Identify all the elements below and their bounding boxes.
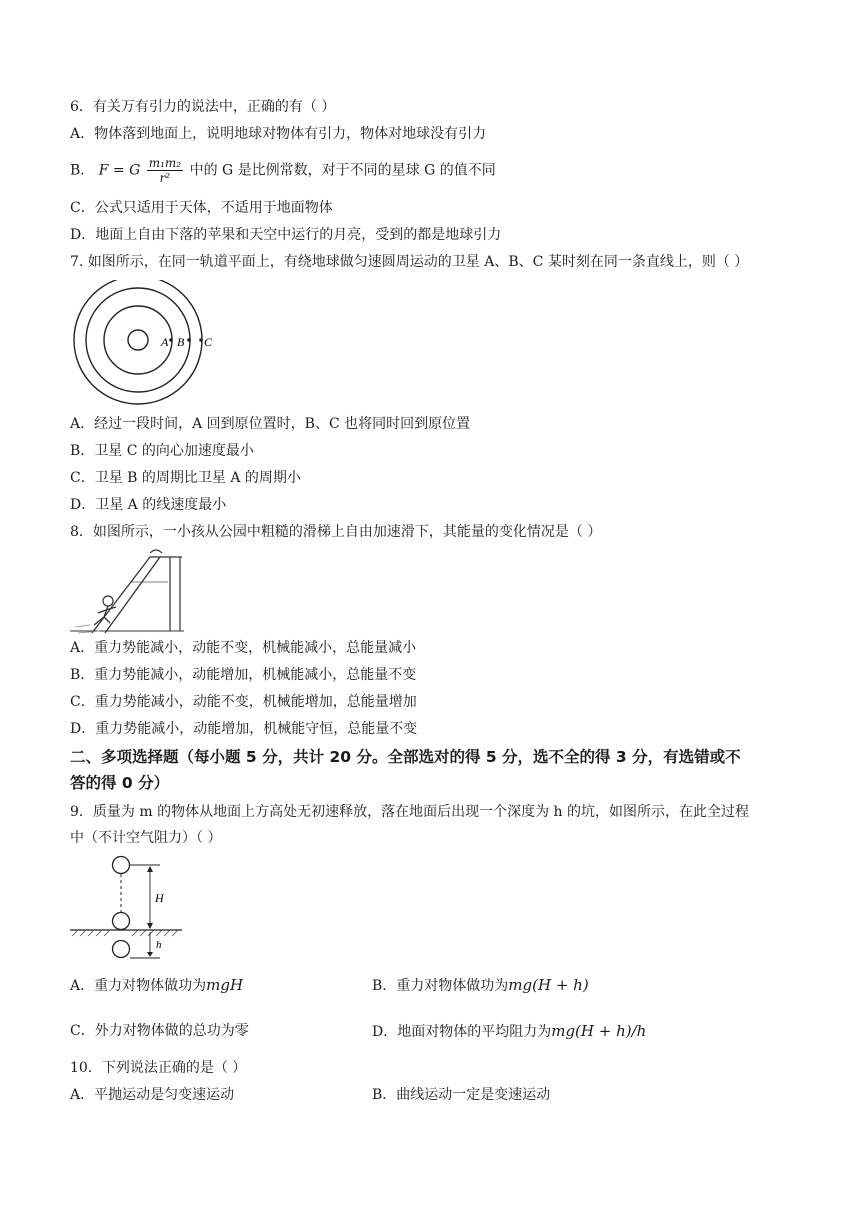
ball-ground	[113, 913, 130, 930]
orbit-middle	[86, 288, 190, 392]
q9-option-d	[372, 1021, 646, 1042]
q10-option-b: B．曲线运动一定是变速运动	[372, 1087, 551, 1103]
slide-chute	[92, 557, 160, 633]
q6-option-b	[70, 156, 496, 185]
q6-option-b-prefix: B．	[70, 162, 95, 179]
q6-option-c: C．公式只适用于天体，不适用于地面物体	[70, 200, 333, 216]
ground-hatching	[72, 930, 178, 936]
q6-formula-fraction	[147, 156, 183, 185]
q7-option-c: C．卫星 B 的周期比卫星 A 的周期小	[70, 470, 301, 486]
arrow-H-up	[147, 866, 153, 872]
label-c: C	[204, 335, 213, 349]
q9-option-b-math: mg(H + h)	[508, 976, 589, 994]
q10-option-a: A．平抛运动是匀变速运动	[70, 1087, 235, 1103]
q8-option-c: C．重力势能减小，动能不变，机械能增加，总能量增加	[70, 694, 417, 710]
q7-option-a: A．经过一段时间，A 回到原位置时，B、C 也将同时回到原位置	[70, 416, 471, 432]
q8-stem: 8．如图所示，一小孩从公园中粗糙的滑梯上自由加速滑下，其能量的变化情况是（ ）	[70, 524, 602, 540]
q7-option-d: D．卫星 A 的线速度最小	[70, 497, 227, 513]
slide-figure	[70, 547, 185, 637]
ball-pit	[113, 941, 130, 958]
arrow-H-down	[147, 923, 153, 929]
q6-formula-numerator: m₁m₂	[148, 156, 182, 170]
label-h: h	[156, 939, 162, 951]
q6-option-b-suffix: 中的 G 是比例常数，对于不同的星球 G 的值不同	[189, 162, 496, 179]
q9-option-b	[372, 975, 589, 996]
q9-option-a	[70, 975, 243, 996]
q9-option-d-text: D．地面对物体的平均阻力为	[372, 1024, 552, 1040]
q8-option-b: B．重力势能减小，动能增加，机械能减小，总能量不变	[70, 667, 417, 683]
section-2-heading-line2: 答的得 0 分）	[70, 774, 170, 792]
satellite-a-dot	[169, 338, 173, 342]
q9-option-d-math: mg(H + h)/h	[551, 1022, 647, 1040]
drop-figure	[70, 852, 190, 962]
ball-start	[113, 857, 130, 874]
section-2-heading-line1: 二、多项选择题（每小题 5 分，共计 20 分。全部选对的得 5 分，选不全的得 3 分，有选错或不	[70, 748, 741, 766]
q6-formula-denominator: r²	[159, 171, 171, 185]
orbit-figure	[70, 280, 220, 410]
q6-option-a: A．物体落到地面上，说明地球对物体有引力，物体对地球没有引力	[70, 126, 487, 142]
q9-option-a-text: A．重力对物体做功为	[70, 978, 207, 994]
label-b: B	[177, 335, 185, 349]
q9-option-c: C．外力对物体做的总功为零	[70, 1023, 249, 1039]
q7-stem: 7. 如图所示，在同一轨道平面上，有绕地球做匀速圆周运动的卫星 A、B、C 某时刻在同一条直线上，则（ ）	[70, 254, 749, 270]
label-a: A	[161, 335, 169, 349]
q6-option-d: D．地面上自由下落的苹果和天空中运行的月亮，受到的都是地球引力	[70, 227, 502, 243]
q9-option-a-math: mgH	[206, 976, 244, 994]
child-head	[103, 596, 113, 606]
q9-stem-line2: 中（不计空气阻力）（ ）	[70, 830, 222, 846]
satellite-b-dot	[187, 338, 191, 342]
ground-hatch	[75, 625, 100, 633]
q9-option-b-text: B．重力对物体做功为	[372, 978, 509, 994]
arrow-h-down	[147, 952, 153, 957]
label-H: H	[155, 891, 164, 905]
q6-stem: 6．有关万有引力的说法中，正确的有（ ）	[70, 99, 336, 115]
satellite-c-dot	[199, 338, 203, 342]
q7-option-b: B．卫星 C 的向心加速度最小	[70, 443, 254, 459]
q9-stem-line1: 9．质量为 m 的物体从地面上方高处无初速释放，落在地面后出现一个深度为 h 的坑，如图所示，在此全过程	[70, 804, 749, 820]
slide-top	[150, 550, 162, 553]
q8-option-a: A．重力势能减小，动能不变，机械能减小，总能量减小	[70, 640, 417, 656]
q10-stem: 10．下列说法正确的是（ ）	[70, 1060, 247, 1076]
earth-circle	[128, 330, 148, 350]
q6-formula-lhs: F = G	[98, 162, 141, 179]
q8-option-d: D．重力势能减小，动能增加，机械能守恒，总能量不变	[70, 721, 418, 737]
